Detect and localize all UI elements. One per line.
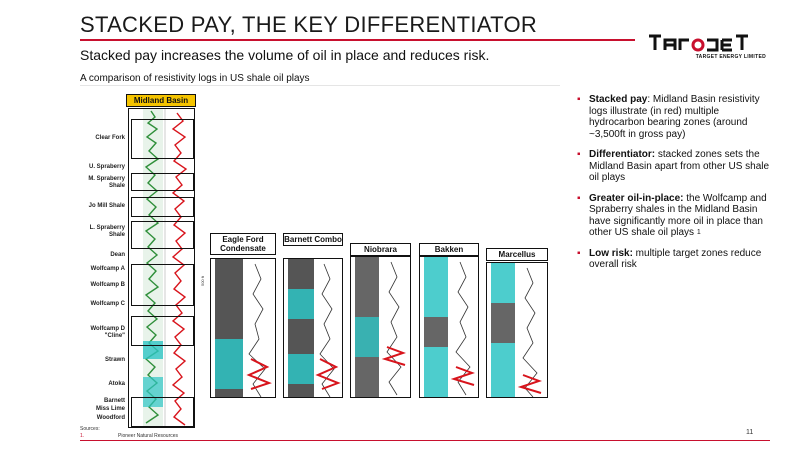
zone-box — [131, 119, 194, 159]
page-number: 11 — [746, 429, 754, 436]
zone-label-jo-mill: Jo Mill Shale — [88, 203, 125, 209]
niobrara-log-traces — [351, 257, 411, 398]
bullet-text: the Wolfcamp and Spraberry shales in the Midland Basin have significantly more oil in place than other US shale oil plays — [589, 192, 767, 238]
zone-label-wolfcamp-d: Wolfcamp D "Cline" — [90, 326, 125, 339]
bullet-title: Greater oil-in-place: — [589, 192, 684, 204]
figure-caption: A comparison of resistivity logs in US shale oil plays — [80, 73, 310, 84]
caption-divider — [80, 85, 560, 86]
niobrara-log — [350, 256, 411, 398]
footer-rule — [80, 440, 770, 441]
niobrara-header: Niobrara — [350, 243, 411, 256]
bullet-oil-in-place — [577, 193, 775, 239]
bullet-title: Stacked pay — [589, 94, 648, 105]
zone-label-wolfcamp-a: Wolfcamp A — [90, 266, 125, 272]
bullet-marker-icon: ▪ — [577, 247, 581, 259]
zone-label-wolfcamp-b: Wolfcamp B — [90, 282, 125, 288]
key-points-list — [577, 94, 775, 280]
zone-label-u-spraberry: U. Spraberry — [88, 164, 125, 170]
barnett-combo-header: Barnett Combo — [284, 235, 342, 244]
bakken-log-traces — [420, 257, 479, 398]
bakken-header: Bakken — [419, 243, 479, 256]
eagle-ford-log-traces — [211, 259, 276, 398]
bullet-text: stacked zones sets the Midland Basin apart from other US shale oil plays — [589, 149, 770, 183]
barnett-combo-log — [283, 258, 343, 398]
zone-label-wolfcamp-c: Wolfcamp C — [90, 301, 125, 307]
marcellus-log — [486, 262, 548, 398]
slide-subtitle: Stacked pay increases the volume of oil in place and reduces risk. — [80, 47, 490, 63]
zone-label-miss-lime: Miss Lime — [95, 406, 125, 412]
midland-basin-header: Midland Basin — [126, 94, 196, 107]
zone-box — [131, 173, 194, 191]
zone-label-clear-fork: Clear Fork — [95, 135, 125, 141]
source-text: Pioneer Natural Resources — [118, 433, 179, 439]
depth-scale-label: 500 ft — [200, 276, 205, 287]
zone-label-l-spraberry: L. Spraberry Shale — [89, 225, 125, 238]
bullet-title: Differentiator: — [589, 149, 656, 160]
bullet-marker-icon: ▪ — [577, 149, 581, 160]
bullet-stacked-pay — [577, 94, 775, 140]
marcellus-log-traces — [487, 263, 548, 398]
bullet-text: multiple target zones reduce overall risk — [589, 247, 762, 270]
bullet-marker-icon: ▪ — [577, 192, 581, 204]
sources-label: Sources: — [80, 426, 100, 432]
bullet-text: : Midland Basin resistivity logs illustrate (in red) multiple hydrocarbon bearing zones (around ~3,500ft in gross pay) — [589, 94, 760, 140]
footnote-marker: 1 — [696, 229, 701, 236]
zone-box — [131, 264, 194, 306]
zone-box — [131, 197, 194, 217]
marcellus-header: Marcellus — [486, 248, 548, 261]
barnett-combo-log-traces — [284, 259, 343, 398]
zone-box — [131, 316, 194, 346]
bullet-marker-icon: ▪ — [577, 94, 581, 105]
bullet-differentiator — [577, 149, 775, 184]
zone-label-woodford: Woodford — [96, 415, 125, 421]
zone-label-barnett: Barnett — [103, 398, 125, 404]
midland-basin-log — [128, 108, 195, 428]
eagle-ford-log — [210, 258, 276, 398]
title-underline — [80, 39, 635, 41]
zone-label-atoka: Atoka — [108, 381, 125, 387]
eagle-ford-header: Eagle Ford Condensate — [210, 233, 276, 255]
zone-box — [131, 221, 194, 249]
zone-label-dean: Dean — [110, 252, 125, 258]
zone-label-m-spraberry: M. Spraberry Shale — [88, 176, 125, 189]
bullet-title: Low risk: — [589, 247, 633, 259]
source-number: 1. — [80, 433, 85, 439]
zone-box — [131, 397, 194, 427]
logo-tagline: TARGET ENERGY LIMITED — [695, 54, 766, 60]
slide-title: STACKED PAY, THE KEY DIFFERENTIATOR — [80, 12, 538, 37]
bullet-low-risk — [577, 248, 775, 271]
zone-label-strawn: Strawn — [104, 357, 125, 363]
bakken-log — [419, 256, 479, 398]
company-logo — [645, 28, 770, 62]
